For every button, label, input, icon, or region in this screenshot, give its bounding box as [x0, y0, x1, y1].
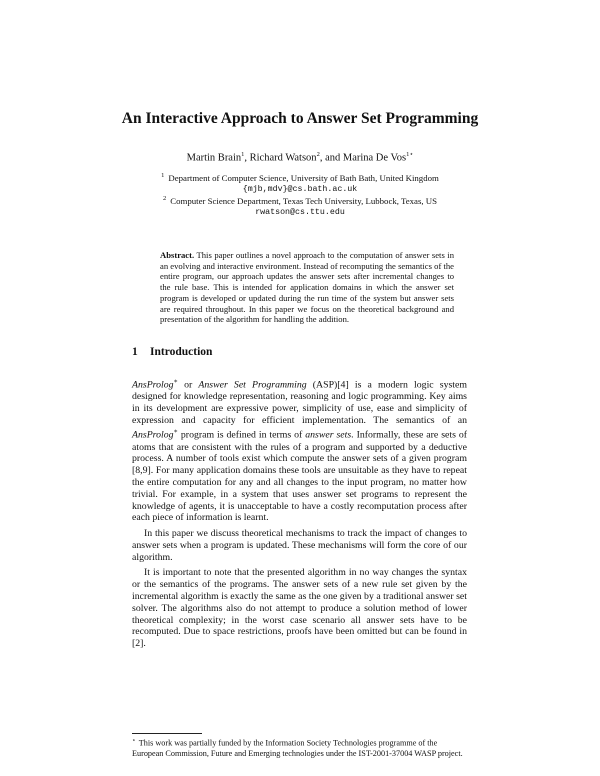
intro-paragraph-1	[132, 376, 467, 524]
superscript-star: ∗	[173, 428, 178, 436]
text-run: (ASP)[4] is a modern logic system designed for knowledge representation, reasoning and logic programming. Key aims in its development are expressive power, simplicity of use, ease and simplicity of expression and capacity for efficient implementation. The semantics of an	[132, 379, 467, 426]
abstract	[160, 250, 454, 325]
footnote-text: This work was partially funded by the Information Society Technologies programme of the European Commission, Future and Emerging technologies under the IST-2001-37004 WASP project.	[132, 738, 463, 759]
affiliation-dept: Department of Computer Science, University of Bath Bath, United Kingdom	[168, 172, 439, 183]
author-name: Martin Brain	[186, 152, 242, 164]
intro-paragraph-3: It is important to note that the presented algorithm in no way changes the syntax or the semantics of the programs. The answer sets of a new rule set given by the incremental algorithm is exactly the same as the one given by a traditional answer set solver. The algorithms also do not attempt to produce a solution method of lower theoretical complexity; in the worst case scenario all answer sets have to be recomputed. Due to space restrictions, proofs have been omitted but can be found in [2].	[132, 567, 467, 650]
author-name: Marina De Vos	[342, 152, 407, 164]
affiliation-dept: Computer Science Department, Texas Tech University, Lubbock, Texas, US	[170, 195, 438, 206]
term-answer-sets: answer sets	[305, 429, 352, 441]
section-title: Introduction	[150, 346, 213, 358]
author-separator: , and	[319, 152, 343, 164]
author-line	[0, 150, 600, 164]
author-affil-mark: 1⋆	[406, 151, 414, 158]
text-run: program is defined in terms of	[177, 429, 306, 441]
footnote	[132, 736, 467, 759]
author-name: Richard Watson	[249, 152, 317, 164]
author-separator: ,	[244, 152, 250, 164]
affiliation-email: rwatson@cs.ttu.edu	[255, 207, 345, 217]
author-affil-mark: 1	[241, 151, 245, 158]
intro-body	[132, 376, 467, 650]
section-number: 1	[132, 346, 138, 358]
footnote-mark: ⋆	[132, 738, 136, 744]
intro-paragraph-2: In this paper we discuss theoretical mechanisms to track the impact of changes to answer sets when a program is updated. These mechanisms will form the core of our algorithm.	[132, 528, 467, 563]
text-run: or	[177, 379, 199, 391]
text-run: . Informally, these are sets of atoms that are consistent with the rules of a program and supported by a deductive process. A number of tools exist which compute the answer sets of a given program [8,9]. For many application domains these tools are unsuitable as they have to repeat the entire computation for any and all changes to the input program, no matter how trivial. For example, in a system that uses answer set programs to represent the knowledge of agents, it is unacceptable to have a costly recomputation process after each piece of information is learnt.	[132, 429, 467, 524]
author-affil-mark: 2	[316, 151, 320, 158]
abstract-label: Abstract.	[160, 250, 195, 260]
affiliation-2	[0, 193, 600, 218]
affiliation-number: 2	[162, 195, 167, 202]
paper-title: An Interactive Approach to Answer Set Programming	[121, 110, 479, 127]
affiliation-number: 1	[161, 172, 165, 179]
footnote-divider	[132, 733, 202, 734]
affiliation-email: {mjb,mdv}@cs.bath.ac.uk	[242, 184, 358, 194]
superscript-star: ∗	[173, 378, 178, 385]
affiliation-1	[0, 170, 600, 195]
term-ansprolog: AnsProlog	[132, 379, 174, 391]
abstract-text: This paper outlines a novel approach to the computation of answer sets in an evolving and interactive environment. Instead of recomputing the semantics of the entire program, our approach updates the answer sets after incremental changes to the rule base. This is intended for application domains in which the answer set program is developed or updated during the run time of the system but answer sets are required throughout. In this paper we focus on the theoretical background and presentation of the algorithm for handling the addition.	[160, 250, 454, 325]
term-ansprolog: AnsProlog	[132, 429, 174, 441]
term-asp: Answer Set Programming	[198, 379, 307, 391]
section-heading	[132, 346, 212, 358]
